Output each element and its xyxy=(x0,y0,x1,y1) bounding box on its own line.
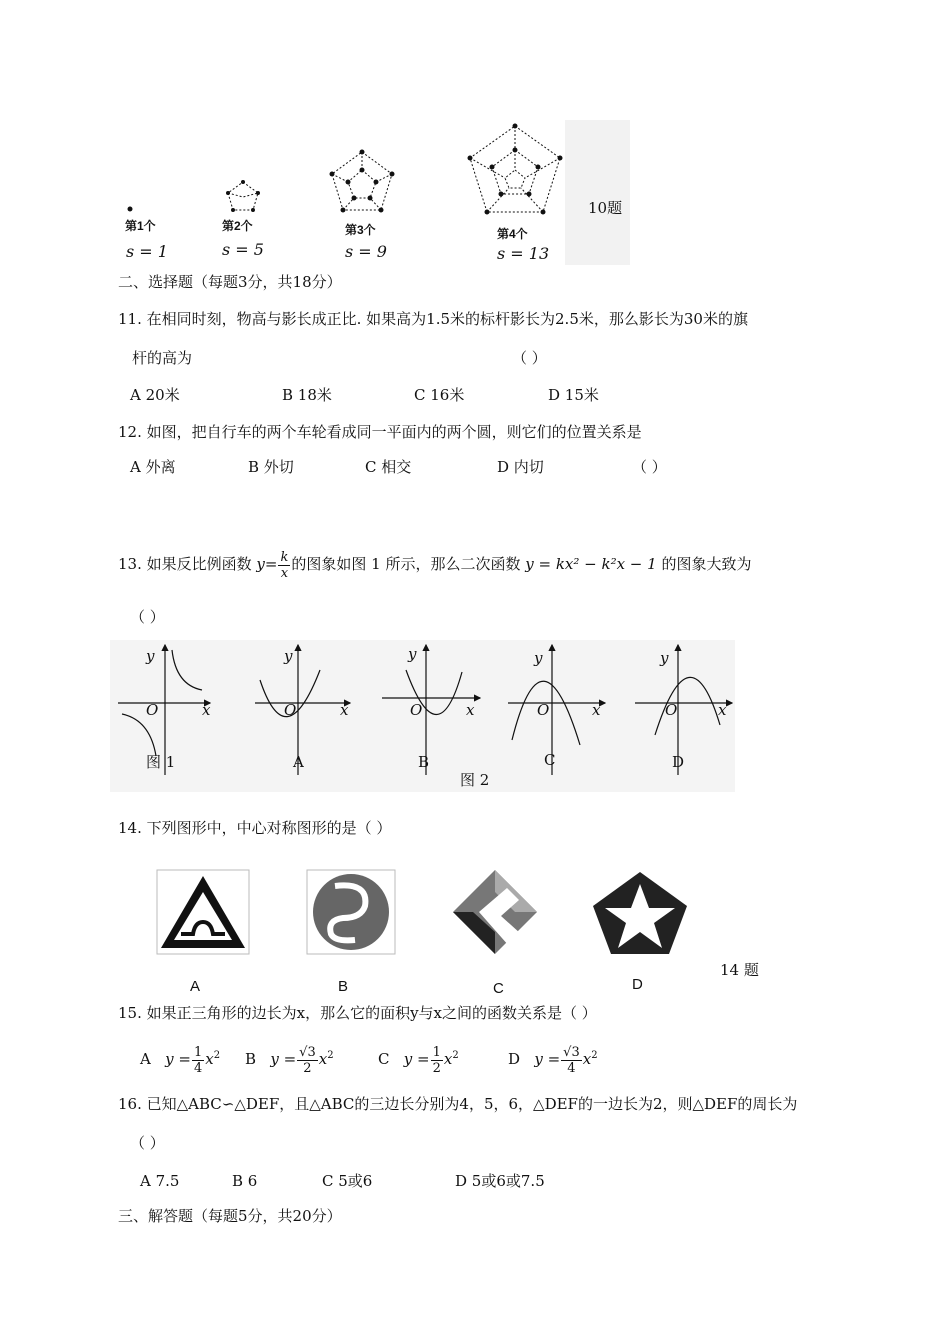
q15-d-x: x xyxy=(582,1050,592,1068)
q13-prefix: 13. 如果反比例函数 xyxy=(118,555,252,573)
fig1-x-label: x xyxy=(202,701,211,719)
q16-option-c[interactable]: C 5或6 xyxy=(322,1172,373,1190)
q15-text: 15. 如果正三角形的边长为x，那么它的面积y与x之间的函数关系是（ ） xyxy=(118,1004,597,1022)
q15-c-letter: C xyxy=(378,1050,390,1068)
q15-c-num: 1 xyxy=(432,1044,441,1060)
q15-option-b[interactable]: B y = $\frac{√3}{2}$ $x^2$ xyxy=(245,1044,334,1076)
figB-caption: B xyxy=(418,753,430,771)
q15-option-c[interactable]: C y = $\frac{1}{2}$ $x^2$ xyxy=(378,1044,459,1076)
q13-fraction-den: x xyxy=(280,565,289,581)
q11-text-line2: 杆的高为 xyxy=(132,349,193,367)
q11-option-a[interactable]: A 20米 xyxy=(130,386,180,404)
q14-option-d[interactable]: D xyxy=(632,976,643,993)
q14-option-b[interactable]: B xyxy=(338,978,349,995)
q15-a-letter: A xyxy=(140,1050,151,1068)
q13-suffix: 的图象大致为 xyxy=(661,555,752,573)
q13-fraction-num: k xyxy=(280,549,289,565)
q15-a-num: 1 xyxy=(193,1044,203,1060)
q14-figures xyxy=(155,868,715,958)
q15-d-num: √3 xyxy=(563,1044,580,1060)
q15-b-x: x xyxy=(318,1050,328,1068)
figA-origin: O xyxy=(284,701,297,719)
q16-answer-paren: （ ） xyxy=(130,1134,165,1152)
q12-option-a[interactable]: A 外离 xyxy=(130,458,176,476)
q15-b-yeq: y = xyxy=(270,1050,297,1068)
figD-y-label: y xyxy=(660,649,669,667)
q15-d-yeq: y = xyxy=(534,1050,561,1068)
q16-text: 16. 已知△ABC∽△DEF，且△ABC的三边长分别为4，5，6，△DEF的一边长为2，则△DEF的周长为 xyxy=(118,1095,798,1113)
section-3-heading: 三、解答题（每题5分，共20分） xyxy=(118,1207,342,1225)
q15-b-den: 2 xyxy=(303,1060,312,1076)
q15-a-frac xyxy=(192,1045,204,1076)
figB-y-label: y xyxy=(408,645,417,663)
q14-shapes-svg xyxy=(155,868,715,958)
q15-option-d[interactable]: D y = $\frac{√3}{4}$ $x^2$ xyxy=(508,1044,598,1076)
q12-option-c[interactable]: C 相交 xyxy=(365,458,412,476)
q12-text: 12. 如图，把自行车的两个车轮看成同一平面内的两个圆，则它们的位置关系是 xyxy=(118,423,642,441)
q10-s-2: s = 5 xyxy=(222,240,264,259)
q16-option-b[interactable]: B 6 xyxy=(232,1172,258,1190)
figC-origin: O xyxy=(537,701,550,719)
q13-fraction xyxy=(278,550,290,581)
q16-option-a[interactable]: A 7.5 xyxy=(140,1172,180,1190)
q12-option-d[interactable]: D 内切 xyxy=(497,458,544,476)
q10-s-4: s = 13 xyxy=(497,244,550,263)
q12-answer-paren: （ ） xyxy=(632,458,667,476)
figA-x-label: x xyxy=(340,701,349,719)
q11-answer-paren: （ ） xyxy=(512,349,547,367)
q15-d-frac xyxy=(561,1045,582,1076)
q13-text xyxy=(118,542,752,586)
q10-label-3: 第3个 xyxy=(345,223,376,237)
section-2-heading: 二、选择题（每题3分，共18分） xyxy=(118,273,342,291)
q15-a-yeq: y = xyxy=(165,1050,191,1068)
figC-y-label: y xyxy=(534,649,543,667)
q15-c-x: x xyxy=(443,1050,453,1068)
q14-option-a[interactable]: A xyxy=(190,978,201,995)
q13-quadratic: y = kx² − k²x − 1 xyxy=(525,555,657,573)
q11-text-line1: 11. 在相同时刻，物高与影长成正比. 如果高为1.5米的标杆影长为2.5米，那么影长为30米的旗 xyxy=(118,310,748,328)
figC-caption: C xyxy=(544,751,556,769)
q10-s-3: s = 9 xyxy=(345,242,387,261)
q15-b-letter: B xyxy=(245,1050,257,1068)
q10-tag: 10题 xyxy=(588,199,623,217)
q15-b-frac xyxy=(297,1045,318,1076)
q10-label-2: 第2个 xyxy=(222,219,253,233)
fig1-y-label: y xyxy=(146,647,155,665)
q14-text: 14. 下列图形中，中心对称图形的是（ ） xyxy=(118,819,392,837)
q13-answer-paren: （ ） xyxy=(130,608,165,626)
q15-c-frac xyxy=(431,1045,443,1076)
figA-y-label: y xyxy=(284,647,293,665)
figD-origin: O xyxy=(665,701,678,719)
figB-x-label: x xyxy=(466,701,475,719)
q11-option-b[interactable]: B 18米 xyxy=(282,386,332,404)
figD-caption: D xyxy=(672,753,685,771)
fig1-caption: 图 1 xyxy=(146,753,176,771)
q12-option-b[interactable]: B 外切 xyxy=(248,458,294,476)
q15-d-letter: D xyxy=(508,1050,521,1068)
q11-option-c[interactable]: C 16米 xyxy=(414,386,465,404)
q15-c-den: 2 xyxy=(432,1060,441,1076)
fig1-origin: O xyxy=(146,701,159,719)
q10-label-1: 第1个 xyxy=(125,219,156,233)
q16-option-d[interactable]: D 5或6或7.5 xyxy=(455,1172,545,1190)
q14-option-c[interactable]: C xyxy=(493,980,504,997)
q15-option-a[interactable]: A y = $\frac{1}{4}$ $x^2$ xyxy=(140,1044,221,1076)
figD-x-label: x xyxy=(718,701,727,719)
q13-eq: = xyxy=(264,555,278,573)
q11-option-d[interactable]: D 15米 xyxy=(548,386,599,404)
figA-caption: A xyxy=(293,753,304,771)
figB-origin: O xyxy=(410,701,423,719)
q10-s-1: s = 1 xyxy=(126,242,168,261)
figC-x-label: x xyxy=(592,701,601,719)
q13-y: y xyxy=(256,555,265,573)
q15-c-yeq: y = xyxy=(403,1050,430,1068)
q13-middle: 的图象如图 1 所示，那么二次函数 xyxy=(291,555,521,573)
q15-a-x: x xyxy=(205,1050,214,1068)
fig2-caption: 图 2 xyxy=(460,771,490,789)
q15-d-den: 4 xyxy=(567,1060,576,1076)
q15-b-num: √3 xyxy=(299,1044,316,1060)
q15-a-den: 4 xyxy=(193,1060,203,1076)
q14-tag: 14 题 xyxy=(720,961,759,979)
q10-label-4: 第4个 xyxy=(497,227,528,241)
